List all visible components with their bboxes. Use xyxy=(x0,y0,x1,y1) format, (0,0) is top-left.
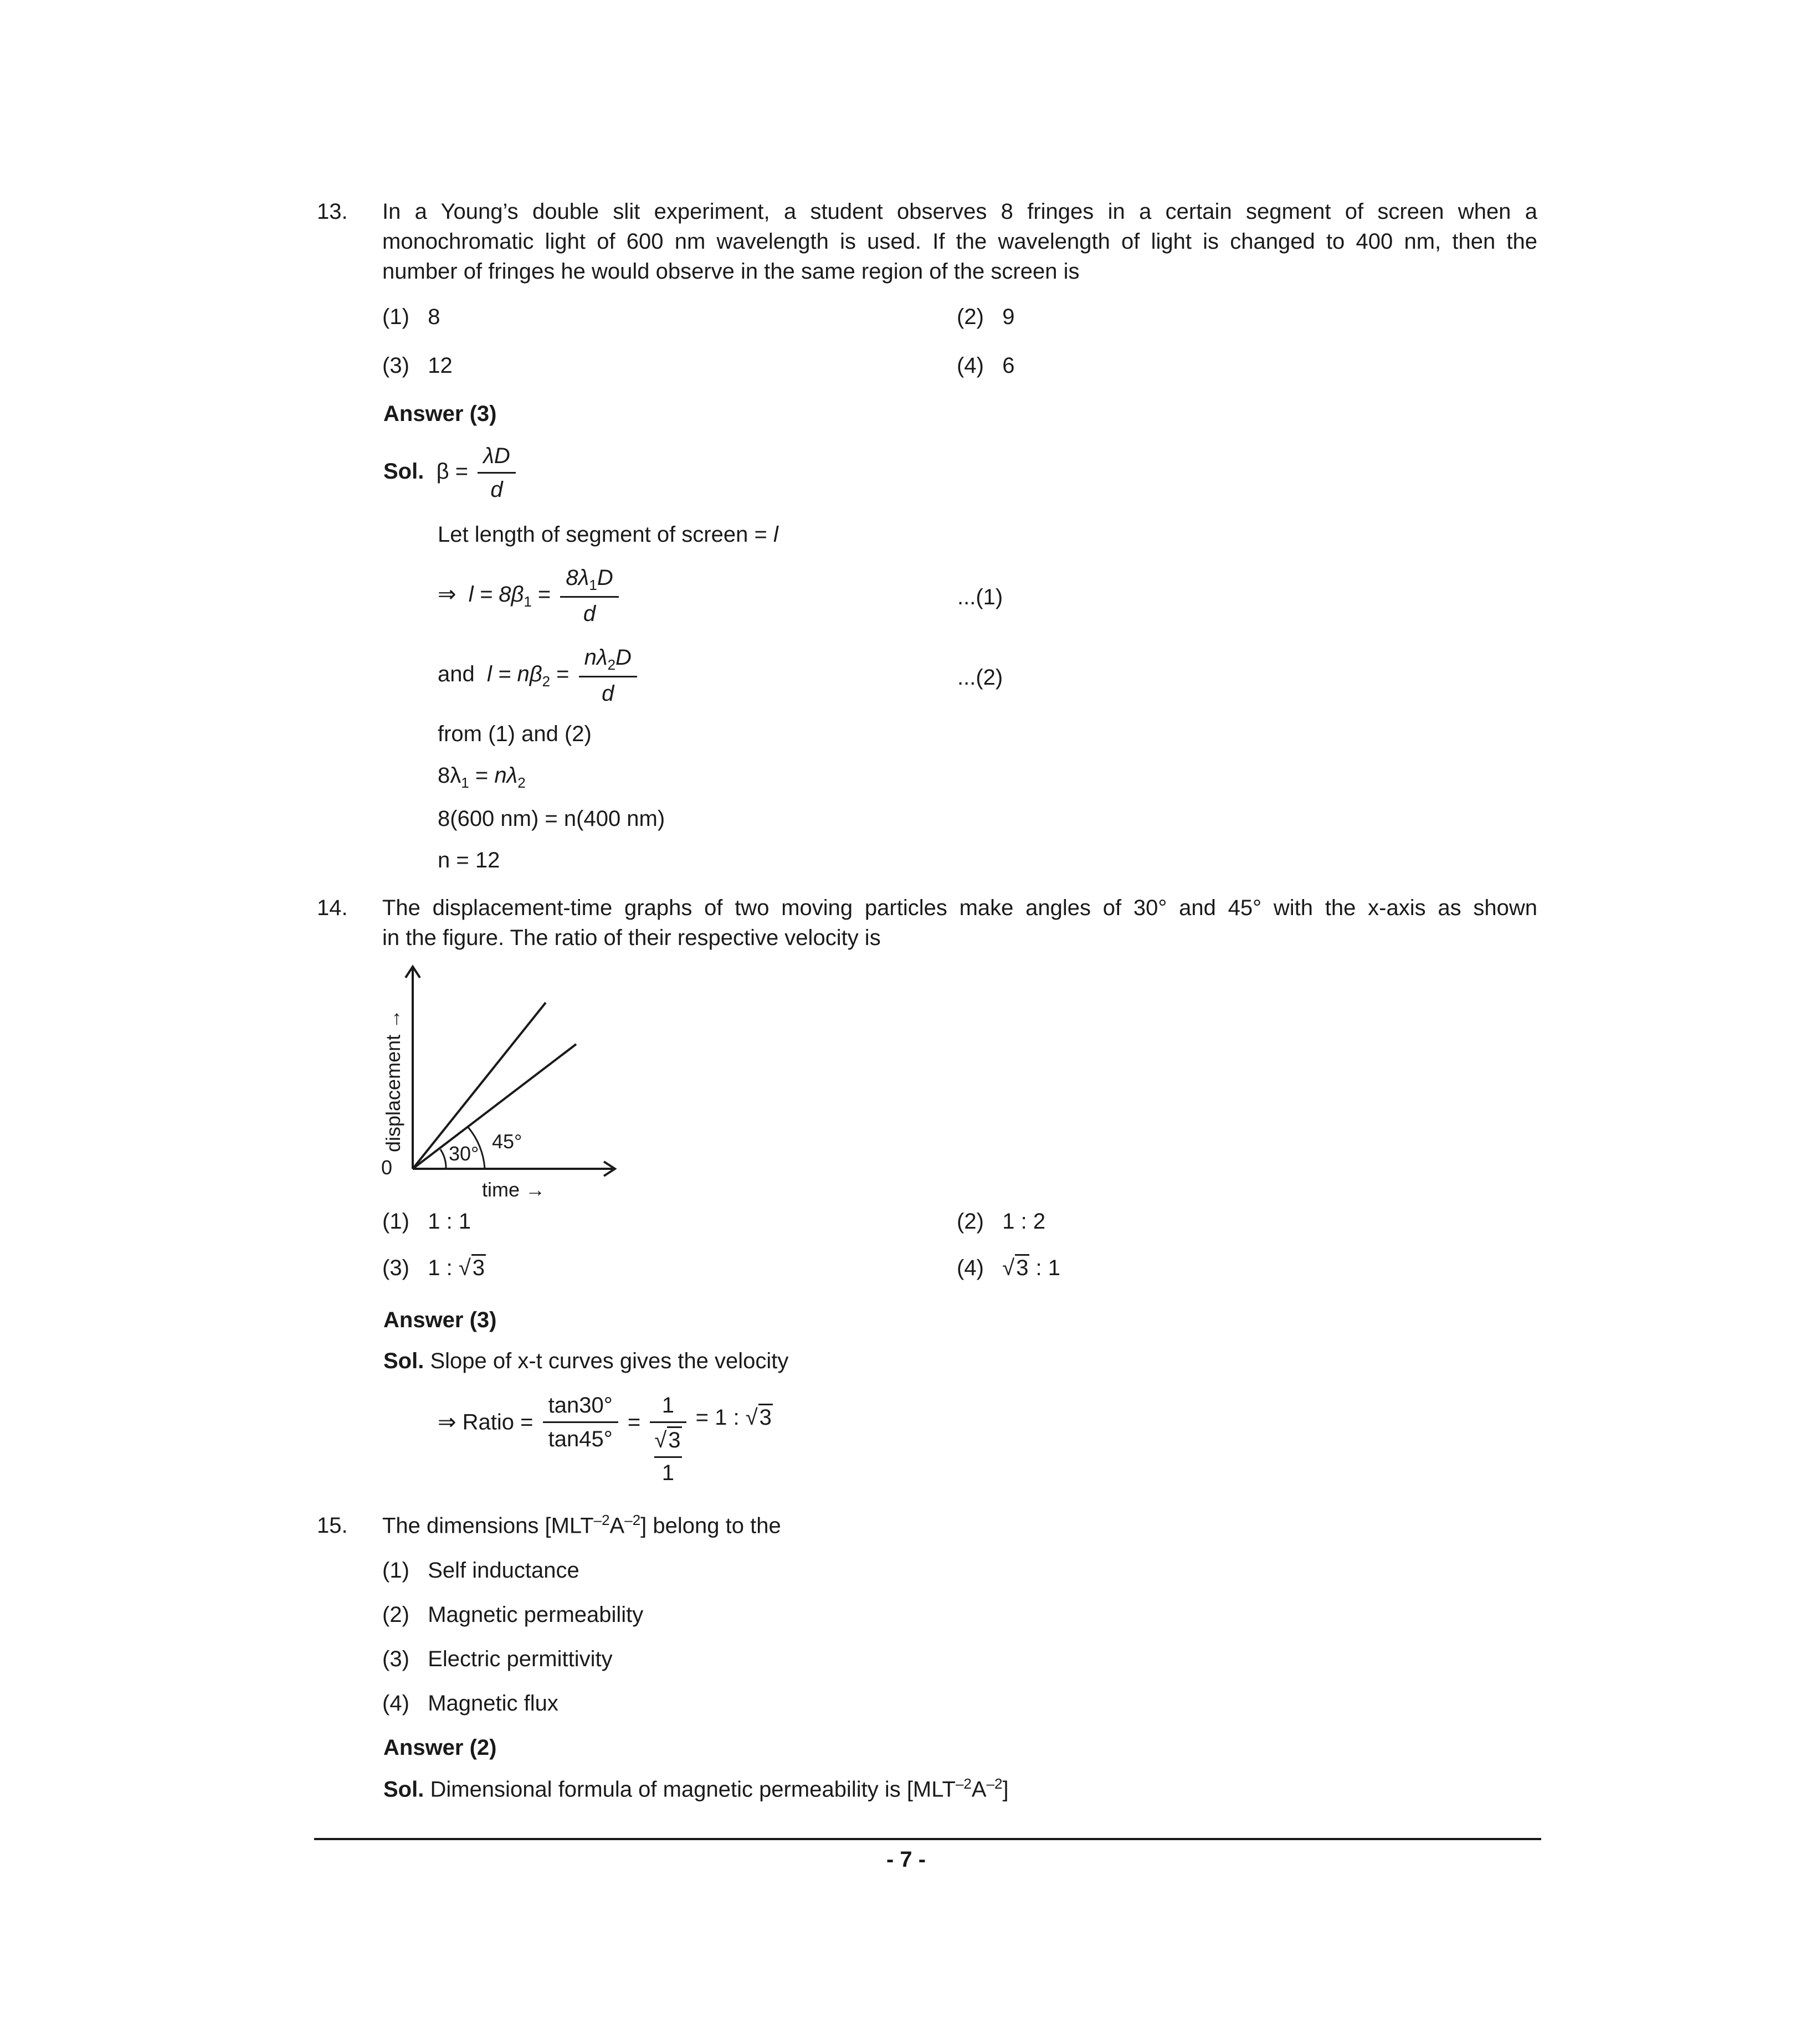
q15-question-text: The dimensions $[MLT^{-2}A^{-2}]$ belong to the xyxy=(382,1512,781,1538)
q13-number: 13. xyxy=(317,199,348,224)
q13-option-3 xyxy=(382,351,453,381)
graph-origin: 0 xyxy=(381,1156,393,1179)
q13-equation-2: and $l = n\beta_2$ = $\frac{n\lambda_2D}{d}$ xyxy=(438,643,640,708)
option-label: (1) xyxy=(382,305,409,329)
angle-45-label: 45° xyxy=(492,1130,522,1153)
q13-step-4: n = 12 xyxy=(438,848,500,872)
q13-text-line-2: monochromatic light of 600 nm wavelength is used. If the wavelength of light is changed to 400 nm, then the xyxy=(382,229,1537,254)
q13-equation-1: ⇒ $l = 8\beta_1$ = $\frac{8\lambda_1D}{d}$ xyxy=(438,563,622,629)
footer-rule xyxy=(314,1838,1541,1840)
y-axis-label: displacement → xyxy=(382,1009,404,1152)
q13-solution-beta: Sol. β = $\frac{\lambda D}{d}$ xyxy=(383,441,519,505)
q13-equation-2-tag: ...(2) xyxy=(957,665,1003,690)
displacement-time-graph xyxy=(371,961,626,1205)
q13-answer: Answer (3) xyxy=(383,402,497,426)
q15-number: 15. xyxy=(317,1513,348,1538)
option-text: 9 xyxy=(1002,305,1015,329)
angle-30-label: 30° xyxy=(449,1142,479,1165)
q14-text-line-2: in the figure. The ratio of their respective velocity is xyxy=(382,926,881,950)
q14-option-2: (2) 1 : 2 xyxy=(957,1209,1046,1234)
option-text: 8 xyxy=(428,305,440,329)
beta-fraction: $\frac{\lambda D}{d}$ xyxy=(478,441,516,505)
q14-solution-text: Sol. Slope of x-t curves gives the velocity xyxy=(383,1349,789,1373)
q13-step-3: 8(600 nm) = n(400 nm) xyxy=(438,807,665,831)
page-number: - 7 - xyxy=(886,1847,926,1872)
option-text: 6 xyxy=(1002,353,1015,378)
option-label: (3) xyxy=(382,353,409,378)
x-axis-label: time → xyxy=(482,1178,546,1201)
arc-30-degree xyxy=(440,1149,446,1169)
q13-sol-line-1: Let length of segment of screen = l xyxy=(438,522,778,547)
q13-step-1: from (1) and (2) xyxy=(438,722,592,746)
q15-option-3: (3) Electric permittivity xyxy=(382,1647,613,1671)
q15-solution-text: Sol. Dimensional formula of magnetic permeability is $[MLT^{-2}A^{-2}]$ xyxy=(383,1775,1009,1802)
q14-text-line-1: The displacement-time graphs of two moving particles make angles of 30° and 45° with the x-axis as shown xyxy=(382,896,1537,920)
q15-answer: Answer (2) xyxy=(383,1735,497,1760)
option-label: (4) xyxy=(957,353,984,378)
q14-option-1: (1) 1 : 1 xyxy=(382,1209,471,1234)
q13-text-line-1: In a Young’s double slit experiment, a student observes 8 fringes in a certain segment of screen when a xyxy=(382,199,1537,224)
q13-question-text xyxy=(382,197,1537,286)
q13-option-4 xyxy=(957,351,1014,381)
q14-ratio-equation: ⇒ Ratio = $\frac{\tan 30^\circ}{\tan 45^\circ}$ = 1 √3 1 = 1 : √3 xyxy=(438,1390,773,1488)
q15-option-1: (1) Self inductance xyxy=(382,1558,579,1583)
q13-equation-1-tag: ...(1) xyxy=(957,585,1003,609)
option-text: 12 xyxy=(428,353,453,378)
q13-option-2 xyxy=(957,302,1014,332)
q14-number: 14. xyxy=(317,896,348,920)
sol-label: Sol. xyxy=(383,459,424,484)
q13-option-1 xyxy=(382,302,440,332)
q15-option-4: (4) Magnetic flux xyxy=(382,1691,558,1716)
q13-text-line-3: number of fringes he would observe in the same region of the screen is xyxy=(382,259,1080,284)
option-label: (2) xyxy=(957,305,984,329)
q15-option-2: (2) Magnetic permeability xyxy=(382,1603,644,1627)
q14-answer: Answer (3) xyxy=(383,1308,497,1332)
q14-option-4: (4) √3 : 1 xyxy=(957,1253,1060,1283)
q14-question-text xyxy=(382,893,1537,953)
q13-step-2: $8\lambda_1 = n\lambda_2$ xyxy=(438,763,526,791)
q14-option-3: (3) 1 : √3 xyxy=(382,1253,486,1283)
